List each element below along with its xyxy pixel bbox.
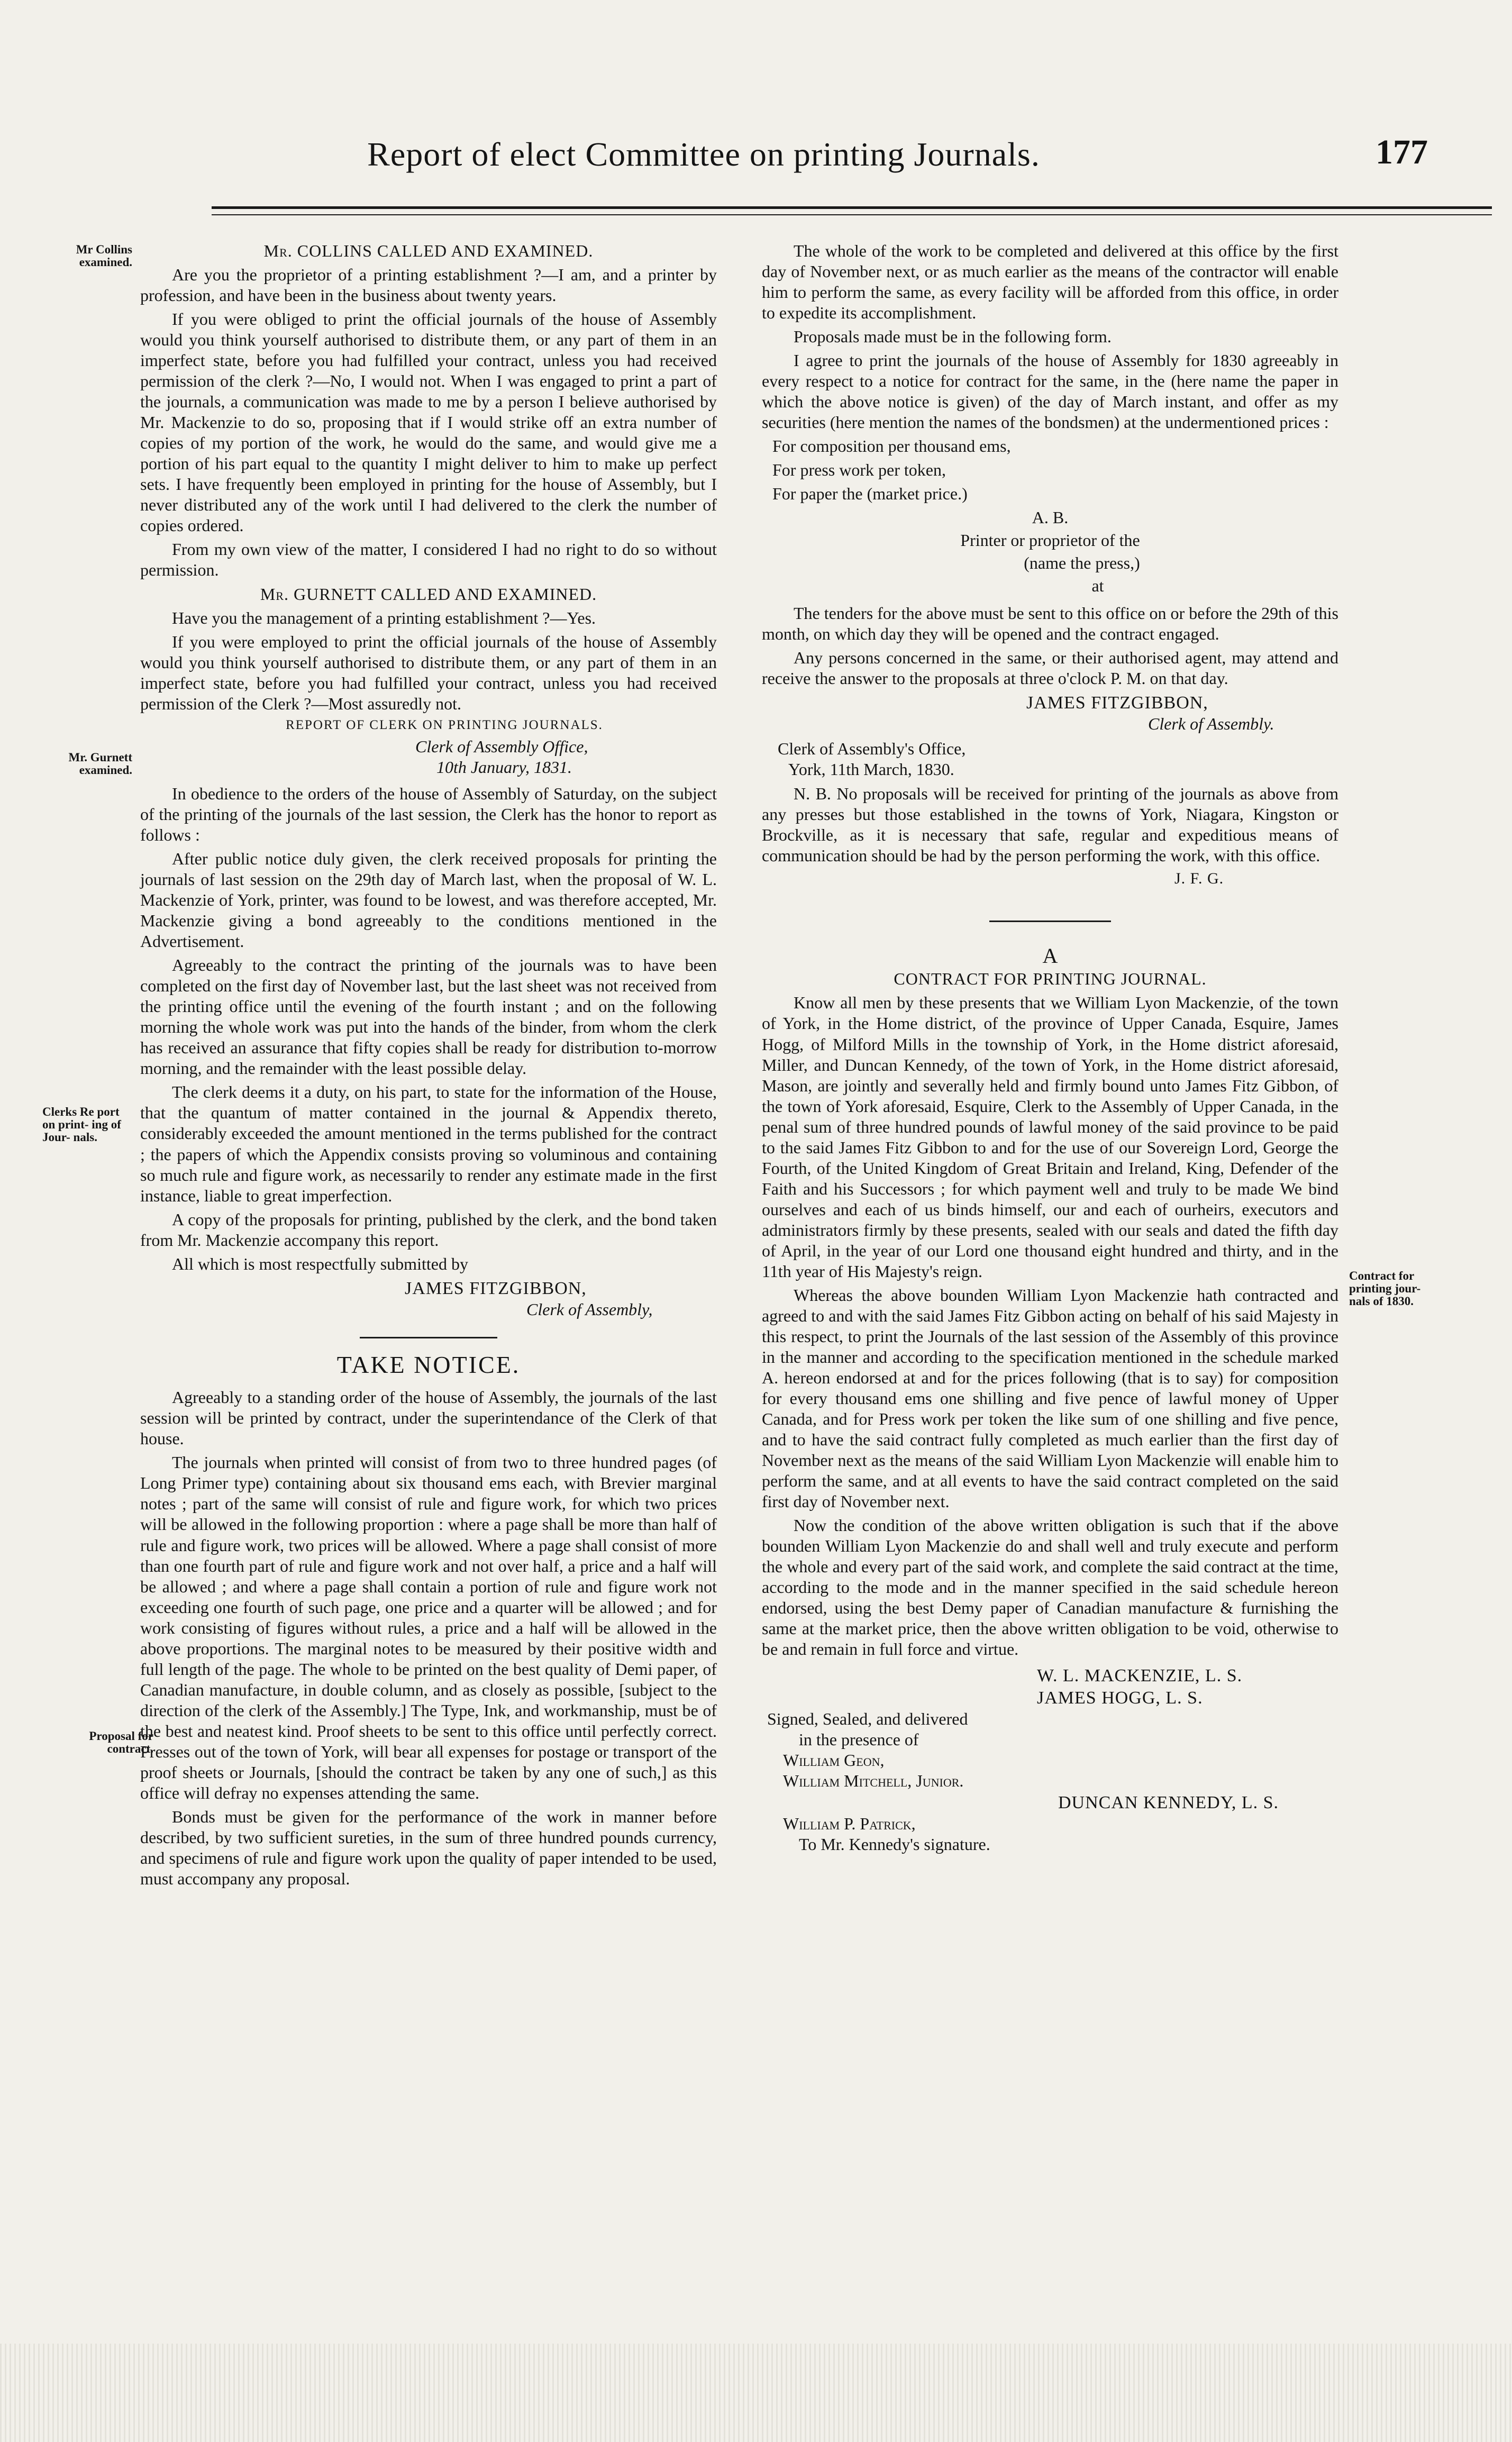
report-heading: REPORT OF CLERK ON PRINTING JOURNALS. xyxy=(286,717,603,732)
proposer-initials: A. B. xyxy=(1032,508,1069,527)
margin-note-gurnett: Mr. Gurnett examined. xyxy=(68,751,132,777)
notice-paragraph: Proposals made must be in the following form. xyxy=(794,327,1112,347)
collins-paragraph: Are you the proprietor of a printing establishment ?—I am, and a printer by profession, and have been in the business about twenty years. xyxy=(140,265,717,305)
proposer-at: at xyxy=(1091,576,1104,596)
price-line: For press work per token, xyxy=(772,460,946,480)
header-rule-top xyxy=(212,206,1492,209)
proposer-press: (name the press,) xyxy=(1024,553,1140,573)
report-dateline xyxy=(140,736,717,777)
margin-note-contract: Contract for printing jour- nals of 1830. xyxy=(1349,1269,1421,1308)
report-paragraph: All which is most respectfully submitted by xyxy=(172,1254,468,1273)
report-paragraph: The clerk deems it a duty, on his part, to state for the information of the House, that the quantum of matter contained in the journal & Appendix thereto, considerably exceeded the amount mentioned in the terms published for the contract ; the papers of which the Appendix consists proving so voluminous and containing so much rule and figure work, as necessarily to render any estimate made in the first instance, liable to great imperfection. xyxy=(140,1082,717,1205)
right-column xyxy=(762,241,1338,1855)
report-date: 10th January, 1831. xyxy=(436,757,572,777)
report-paragraph: Agreeably to the contract the printing of the journals was to have been completed on the first day of November last, but the last sheet was not received from the printing office until the evening of the fourth instant ; and on the following morning the whole work was put into the hands of the binder, from whom the clerk has received an assurance that fifty copies shall be ready for distribution to-morrow morning, and the remainder with the least possible delay. xyxy=(140,955,717,1078)
notice-paragraph: Bonds must be given for the performance of the work in manner before described, by two sufficient sureties, in the sum of three hundred pounds currency, and specimens of rule and figure work upon the quality of paper intended to be used, must accompany any proposal. xyxy=(140,1807,717,1889)
report-signer-title: Clerk of Assembly, xyxy=(526,1300,653,1319)
signed-line: Signed, Sealed, and delivered xyxy=(767,1709,968,1729)
signed-line: in the presence of xyxy=(799,1730,919,1750)
report-paragraph: After public notice duly given, the clerk received proposals for printing the journals of last session on the 29th day of March last, when the proposal of W. L. Mackenzie of York, printer, was found to be lowest, and was therefore accepted, Mr. Mackenzie giving a bond agreeably to the conditions mentioned in the Advertisement. xyxy=(140,849,717,951)
office-line: Clerk of Assembly's Office, xyxy=(778,739,966,759)
contract-heading: CONTRACT FOR PRINTING JOURNAL. xyxy=(894,969,1207,989)
notice-paragraph: Any persons concerned in the same, or their authorised agent, may attend and receive the answer to the proposals at three o'clock P. M. on that day. xyxy=(762,648,1338,688)
contract-signatures xyxy=(762,1665,1338,1855)
header-rule-bottom xyxy=(212,214,1492,215)
notice-paragraph: I agree to print the journals of the house of Assembly for 1830 agreeably in every respect to a notice for contract for the same, in the (here name the paper in which the above notice is given) of the day of March instant, and offer as my securities (here mention the names of the bondsmen) at the undermentioned prices : xyxy=(762,351,1338,432)
contract-paragraph: Now the condition of the above written obligation is such that if the above bounden William Lyon Mackenzie do and shall well and truly execute and perform the whole and every part of the said work, and complete the said contract at the time, according to the mode and in the manner specified in the said schedule hereon endorsed, using the best Demy paper of Canadian manufacture & furnishing the same at the market price, then the above written obligation to be void, otherwise to be and remain in full force and virtue. xyxy=(762,1516,1338,1659)
notice-signature xyxy=(762,692,1338,735)
page-title: Report of elect Committee on printing Journals. xyxy=(367,135,1040,173)
price-line: For paper the (market price.) xyxy=(772,484,968,504)
contract-paragraph: Know all men by these presents that we William Lyon Mackenzie, of the town of York, in the Home district, of the province of Upper Canada, Esquire, James Hogg, of Milford Mills in the township of York, in the Home district aforesaid, Miller, and Duncan Kennedy, of the town of York, in the Home district aforesaid, Mason, are jointly and severally held and firmly bound unto James Fitz Gibbon, of the town of York aforesaid, Esquire, Clerk to the Assembly of Upper Canada, in the penal sum of three hundred pounds of lawful money of the said province to be paid to the said James Fitz Gibbon to and for the use of our Sovereign Lord, George the Fourth, of the United Kingdom of Great Britain and Ireland, King, Defender of the Faith and his Successors ; for which payment well and truly to be made We bind ourselves and each of us binds himself, our and each of ourheirs, executors and administrators firmly by these presents, sealed with our seals and dated the fifth day of April, in the year of our Lord one thousand eight hundred and thirty, and in the 11th year of His Majesty's reign. xyxy=(762,993,1338,1281)
office-date: York, 11th March, 1830. xyxy=(788,759,954,779)
report-paragraph: A copy of the proposals for printing, published by the clerk, and the bond taken from Mr. Mackenzie accompany this report. xyxy=(140,1209,717,1250)
witness-name: William Mitchell, Junior. xyxy=(783,1771,964,1791)
report-signature xyxy=(140,1278,717,1320)
witness-note: To Mr. Kennedy's signature. xyxy=(799,1835,990,1854)
section-divider xyxy=(989,921,1111,922)
margin-note-proposal: Proposal for contract. xyxy=(89,1729,153,1756)
notice-initials: J. F. G. xyxy=(1174,870,1224,888)
notice-signer-title: Clerk of Assembly. xyxy=(1148,714,1274,734)
report-paragraph: In obedience to the orders of the house of Assembly of Saturday, on the subject of the printing of the journals of the last session, the Clerk has the honor to report as follows : xyxy=(140,783,717,845)
report-signer: JAMES FITZGIBBON, xyxy=(405,1278,587,1298)
scan-noise xyxy=(0,2344,1512,2442)
notice-paragraph: Agreeably to a standing order of the house of Assembly, the journals of the last session will be printed by contract, under the superintendance of the Clerk of that house. xyxy=(140,1388,717,1448)
margin-note-clerks-report: Clerks Re port on print- ing of Jour- nals. xyxy=(42,1105,121,1144)
gurnett-paragraph: If you were employed to print the official journals of the house of Assembly would you think yourself authorised to distribute them, or any part of them in an imperfect state, before you had fulfilled your contract, unless you had received permission of the Clerk ?—Most assuredly not. xyxy=(140,632,717,713)
report-office: Clerk of Assembly Office, xyxy=(415,737,588,757)
page-number: 177 xyxy=(1376,133,1428,171)
left-column xyxy=(140,241,717,1892)
notice-office-dateline xyxy=(762,739,1338,779)
collins-paragraph: From my own view of the matter, I considered I had no right to do so without permission. xyxy=(140,540,717,580)
gurnett-paragraph: Have you the management of a printing establishment ?—Yes. xyxy=(172,608,596,627)
notice-signer: JAMES FITZGIBBON, xyxy=(1026,692,1208,713)
contract-paragraph: Whereas the above bounden William Lyon Mackenzie hath contracted and agreed to and with the said James Fitz Gibbon acting on behalf of his said Majesty in this respect, to print the Journals of the last session of the Assembly of this province in the manner and according to the specification mentioned in the schedule marked A. hereon endorsed at and for the prices following (that is to say) for composition for every thousand ems one shilling and five pence of lawful money of Upper Canada, and for Press work per token the like sum of one shilling and five pence, and to have the said contract fully completed as much earlier than the first day of November next as the means of the said William Lyon Mackenzie will enable him to perform the same, and at all events to have the said contract completed on the said first day of November next. xyxy=(762,1285,1338,1511)
contract-letter: A xyxy=(1042,943,1058,968)
proposer-title: Printer or proprietor of the xyxy=(960,531,1140,550)
margin-note-collins: Mr Collins examined. xyxy=(76,243,132,269)
signature-mackenzie: W. L. MACKENZIE, L. S. xyxy=(1037,1666,1243,1686)
notice-heading: TAKE NOTICE. xyxy=(336,1351,521,1379)
witness-name: William P. Patrick, xyxy=(783,1814,916,1833)
notice-paragraph: The whole of the work to be completed and delivered at this office by the first day of November next, or as much earlier as the means of the contractor will enable him to perform the same, as every facility will be afforded from this office, in order to expedite its accomplishment. xyxy=(762,241,1338,323)
gurnett-heading: Mr. GURNETT CALLED AND EXAMINED. xyxy=(260,584,597,604)
notice-paragraph: The tenders for the above must be sent to this office on or before the 29th of this month, on which day they will be opened and the contract engaged. xyxy=(762,603,1338,643)
section-divider xyxy=(360,1337,497,1338)
notice-paragraph: The journals when printed will consist of from two to three hundred pages (of Long Primer type) containing about six thousand ems each, with Brevier marginal notes ; part of the same will consist of rule and figure work, for which two prices will be allowed in the following proportion : where a page shall be more than half of rule and figure work, two prices will be allowed. Where a page shall consist of more than one fourth part of rule and figure work and not over half, a price and a half will be allowed ; and where a page shall contain a portion of rule and figure work not exceeding one fourth of such page, one price and a quarter will be allowed ; and for work consisting of figures without rules, a price and a half will be allowed in the above proportions. The marginal notes to be measured by their positive width and full length of the page. The whole to be printed on the best quality of Demi paper, of Canadian manufacture, in double column, and as closely as possible, [subject to the direction of the clerk of the Assembly.] The Type, Ink, and workmanship, must be of the best and neatest kind. Proof sheets to be sent to this office until perfectly correct. Presses out of the town of York, will bear all expenses for postage or transport of the proof sheets or Journals, [should the contract be taken by any one of such,] as this office will defray no expenses attending the same. xyxy=(140,1453,717,1802)
price-line: For composition per thousand ems, xyxy=(772,436,1011,456)
collins-paragraph: If you were obliged to print the official journals of the house of Assembly would you think yourself authorised to distribute them, or any part of them in an imperfect state, before you had fulfilled your contract, unless you had received permission of the clerk ?—No, I would not. When I was engaged to print a part of the journals, a communication was made to me by a person I believe authorised by Mr. Mackenzie to do so, proposing that if I would strike off an extra number of copies of my portion of the work, he would do the same, and would give me a portion of his part equal to the quantity I might deliver to him to make up perfect sets. I have frequently been employed in printing for the house of Assembly, but I never distributed any of the work until I had delivered to the clerk the number of copies ordered. xyxy=(140,309,717,535)
nb-paragraph: N. B. No proposals will be received for printing of the journals as above from any presses but those established in the towns of York, Niagara, Kingston or Brockville, as it is necessary that safe, regular and expeditious means of communication should be had by the person performing the work, with this office. xyxy=(762,783,1338,865)
signature-hogg: JAMES HOGG, L. S. xyxy=(1037,1688,1203,1708)
signature-kennedy: DUNCAN KENNEDY, L. S. xyxy=(1058,1792,1279,1812)
collins-heading: Mr. COLLINS CALLED AND EXAMINED. xyxy=(263,241,594,260)
witness-name: William Geon, xyxy=(783,1751,885,1770)
